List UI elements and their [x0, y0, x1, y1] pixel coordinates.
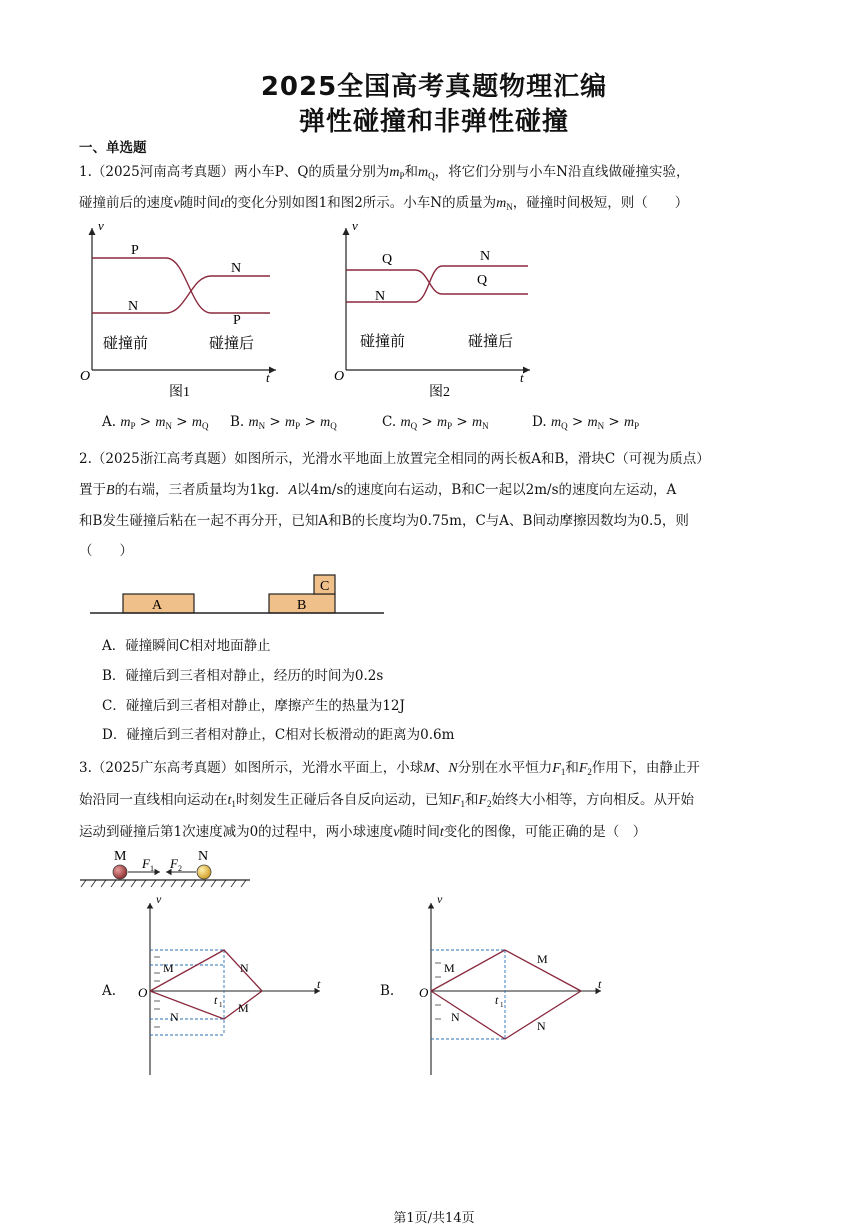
q3-option-a-label[interactable]: A. — [102, 983, 117, 999]
n-label: N — [451, 1010, 460, 1024]
q3-option-b-label[interactable]: B. — [380, 983, 395, 999]
label-f1-sub: 1 — [150, 864, 154, 873]
v-axis-label: v — [352, 218, 358, 233]
m-label: M — [444, 961, 455, 975]
t1-label: t — [495, 993, 499, 1007]
t-axis-label: t — [520, 370, 524, 385]
n-lower-label: N — [170, 1010, 179, 1024]
figure-caption: 图2 — [429, 385, 450, 400]
ball-n — [197, 865, 211, 879]
m-label: M — [163, 961, 174, 975]
n-velocity-curve — [346, 266, 528, 302]
guide-lines — [431, 950, 505, 1039]
origin-label: O — [80, 369, 91, 384]
q2-line4: （ ） — [79, 543, 133, 559]
label-f2-sub: 2 — [178, 864, 182, 873]
label-b: B — [297, 598, 307, 613]
q2-option-b[interactable]: B．碰撞后到三者相对静止，经历的时间为0.2s — [102, 668, 384, 684]
ball-m — [113, 865, 127, 879]
q3-line1: 3.（2025广东高考真题）如图所示，光滑水平面上，小球M、N分别在水平恒力$F_1$和$F_2$作用下，由静止开 — [79, 760, 700, 777]
n-velocity-curve — [92, 276, 270, 313]
q2-option-c[interactable]: C．碰撞后到三者相对静止，摩擦产生的热量为12J — [102, 698, 405, 714]
t-axis-label: t — [317, 977, 321, 991]
origin-label: O — [138, 985, 148, 1000]
t-axis-label: t — [266, 370, 270, 385]
n-right-label: N — [537, 1019, 546, 1033]
q3-graph-a[interactable] — [130, 895, 330, 1080]
q-after-label: Q — [477, 273, 488, 288]
label-n: N — [198, 849, 209, 864]
p-after-label: P — [233, 313, 241, 328]
q1-option-a[interactable]: A. $m_P > m_N > m_Q$ — [102, 414, 209, 431]
label-m: M — [114, 849, 127, 864]
q1-line2: 碰撞前后的速度v随时间t的变化分别如图1和图2所示。小车N的质量为$m_N$，碰撞时间极短，则（ ） — [79, 195, 689, 212]
m-right-label: M — [537, 952, 548, 966]
after-label: 碰撞后 — [209, 336, 255, 352]
n-label: N — [375, 289, 386, 304]
n-label: N — [240, 961, 249, 975]
t1-sub: 1 — [500, 1001, 504, 1009]
q1-option-d[interactable]: D. $m_Q > m_N > m_P$ — [532, 414, 640, 431]
n-after-label: N — [480, 249, 491, 264]
n-label: N — [128, 299, 139, 314]
q3-graph-b[interactable] — [411, 895, 611, 1080]
origin-label: O — [334, 369, 345, 384]
q1-figure1 — [76, 218, 286, 403]
n-after-label: N — [231, 261, 242, 276]
p-label: P — [131, 243, 139, 258]
before-label: 碰撞前 — [360, 334, 406, 350]
label-a: A — [152, 598, 163, 613]
q3-line3: 运动到碰撞后第1次速度减为0的过程中，两小球速度v随时间t变化的图像，可能正确的是（ ） — [79, 824, 647, 840]
m-lower-label: M — [238, 1001, 249, 1015]
q2-line1: 2.（2025浙江高考真题）如图所示，光滑水平地面上放置完全相同的两长板A和B，滑块C（可视为质点） — [79, 451, 710, 467]
label-f1: F — [142, 856, 150, 871]
label-f2: F — [170, 856, 178, 871]
before-label: 碰撞前 — [103, 336, 149, 352]
section-heading: 一、单选题 — [79, 140, 147, 156]
t1-sub: 1 — [219, 1001, 223, 1009]
t-axis-label: t — [598, 977, 602, 991]
q-label: Q — [382, 252, 393, 267]
q1-line1: 1.（2025河南高考真题）两小车P、Q的质量分别为$m_P$和$m_Q$，将它们分别与小车N沿直线做碰撞实验， — [79, 164, 690, 181]
q2-line2: 置于B的右端，三者质量均为1kg．A以4m/s的速度向右运动，B和C一起以2m/s的速度向左运动，A — [79, 482, 677, 498]
t1-label: t — [214, 993, 218, 1007]
origin-label: O — [419, 985, 429, 1000]
q3-line2: 始沿同一直线相向运动在$t_1$时刻发生正碰后各自反向运动，已知$F_1$和$F_2$始终大小相等，方向相反。从开始 — [79, 792, 695, 809]
q1-option-b[interactable]: B. $m_N > m_P > m_Q$ — [230, 414, 337, 431]
q1-option-c[interactable]: C. $m_Q > m_P > m_N$ — [382, 414, 489, 431]
v-axis-label: v — [156, 895, 162, 906]
q-velocity-curve — [346, 270, 528, 294]
guide-lines — [150, 950, 224, 1035]
q3-balls-scene — [78, 847, 258, 889]
q2-option-d[interactable]: D．碰撞后到三者相对静止，C相对长板滑动的距离为0.6m — [102, 727, 455, 743]
q2-boards-figure — [88, 570, 388, 620]
figure-caption: 图1 — [169, 385, 190, 400]
page-footer: 第1页/共14页 — [393, 1211, 475, 1226]
q1-figure2 — [330, 218, 540, 403]
label-c: C — [320, 579, 330, 594]
ground-hatching — [81, 880, 246, 887]
after-label: 碰撞后 — [468, 334, 514, 350]
q2-option-a[interactable]: A．碰撞瞬间C相对地面静止 — [102, 638, 271, 654]
paper-title: 2025全国高考真题物理汇编 — [260, 72, 608, 102]
paper-subtitle: 弹性碰撞和非弹性碰撞 — [298, 107, 569, 137]
axis-ticks — [154, 957, 160, 1027]
q2-line3: 和B发生碰撞后粘在一起不再分开，已知A和B的长度均为0.75m，C与A、B间动摩擦因数均为0.5，则 — [79, 513, 689, 529]
v-axis-label: v — [98, 218, 104, 233]
v-axis-label: v — [437, 895, 443, 906]
